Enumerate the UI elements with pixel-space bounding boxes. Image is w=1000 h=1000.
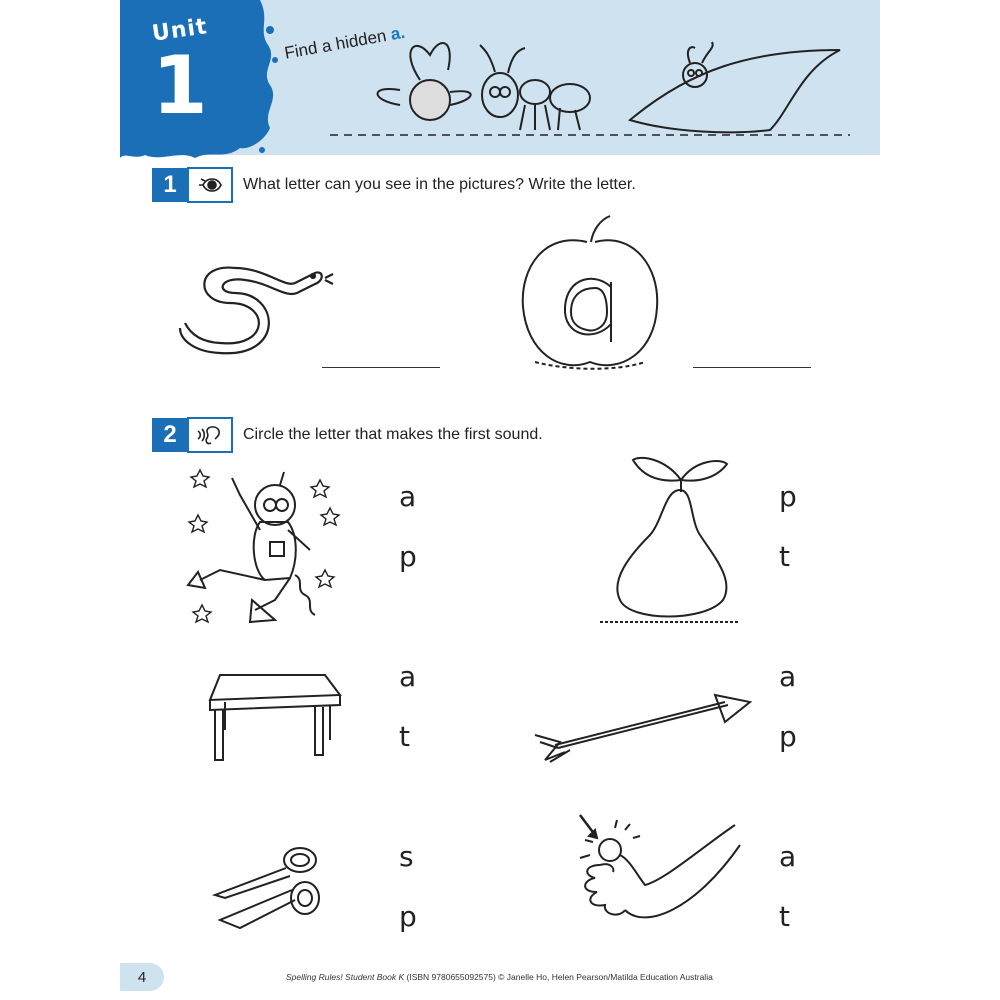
choice-letter[interactable]: a [779, 840, 797, 873]
choice-letter[interactable]: p [779, 480, 797, 513]
answer-line-1[interactable] [322, 367, 440, 368]
table-picture [205, 670, 345, 765]
footer-credit [286, 972, 713, 982]
choice-letter[interactable]: t [779, 900, 790, 933]
choice-letter[interactable]: p [779, 720, 797, 753]
choice-letter[interactable]: s [399, 840, 414, 873]
arrow-picture [530, 690, 755, 770]
choice-letter[interactable]: p [399, 900, 417, 933]
page-number: 4 [120, 963, 164, 991]
unit-label: Unit [150, 14, 210, 47]
answer-line-2[interactable] [693, 367, 811, 368]
header-illustration [330, 10, 870, 140]
activity-1-instruction: What letter can you see in the pictures? Write the letter. [243, 176, 636, 193]
scissors-picture [210, 840, 340, 930]
choice-letter[interactable]: p [399, 540, 417, 573]
arm-tap-picture [565, 810, 745, 935]
choice-letter[interactable]: a [399, 660, 417, 693]
activity-2-number: 2 [152, 418, 188, 452]
eye-icon [187, 167, 233, 203]
prompt-text: Find a hidden [283, 25, 393, 63]
choice-letter[interactable]: a [779, 660, 797, 693]
activity-1-number: 1 [152, 168, 188, 202]
ear-icon [187, 417, 233, 453]
snake-picture [175, 258, 335, 358]
unit-number: 1 [152, 39, 208, 132]
choice-letter[interactable]: a [399, 480, 417, 513]
choice-letter[interactable]: t [779, 540, 790, 573]
activity-2-header [152, 415, 543, 455]
prompt-letter: a. [389, 22, 407, 45]
book-title: Spelling Rules! Student Book K [286, 972, 405, 982]
apple-picture [515, 212, 665, 377]
choice-letter[interactable]: t [399, 720, 410, 753]
activity-2-instruction: Circle the letter that makes the first sound. [243, 426, 543, 443]
credit-text: (ISBN 9780655092575) © Janelle Ho, Helen Pearson/Matilda Education Australia [404, 972, 713, 982]
pear-picture [595, 450, 745, 630]
activity-1-header [152, 165, 636, 205]
astronaut-picture [180, 460, 345, 640]
